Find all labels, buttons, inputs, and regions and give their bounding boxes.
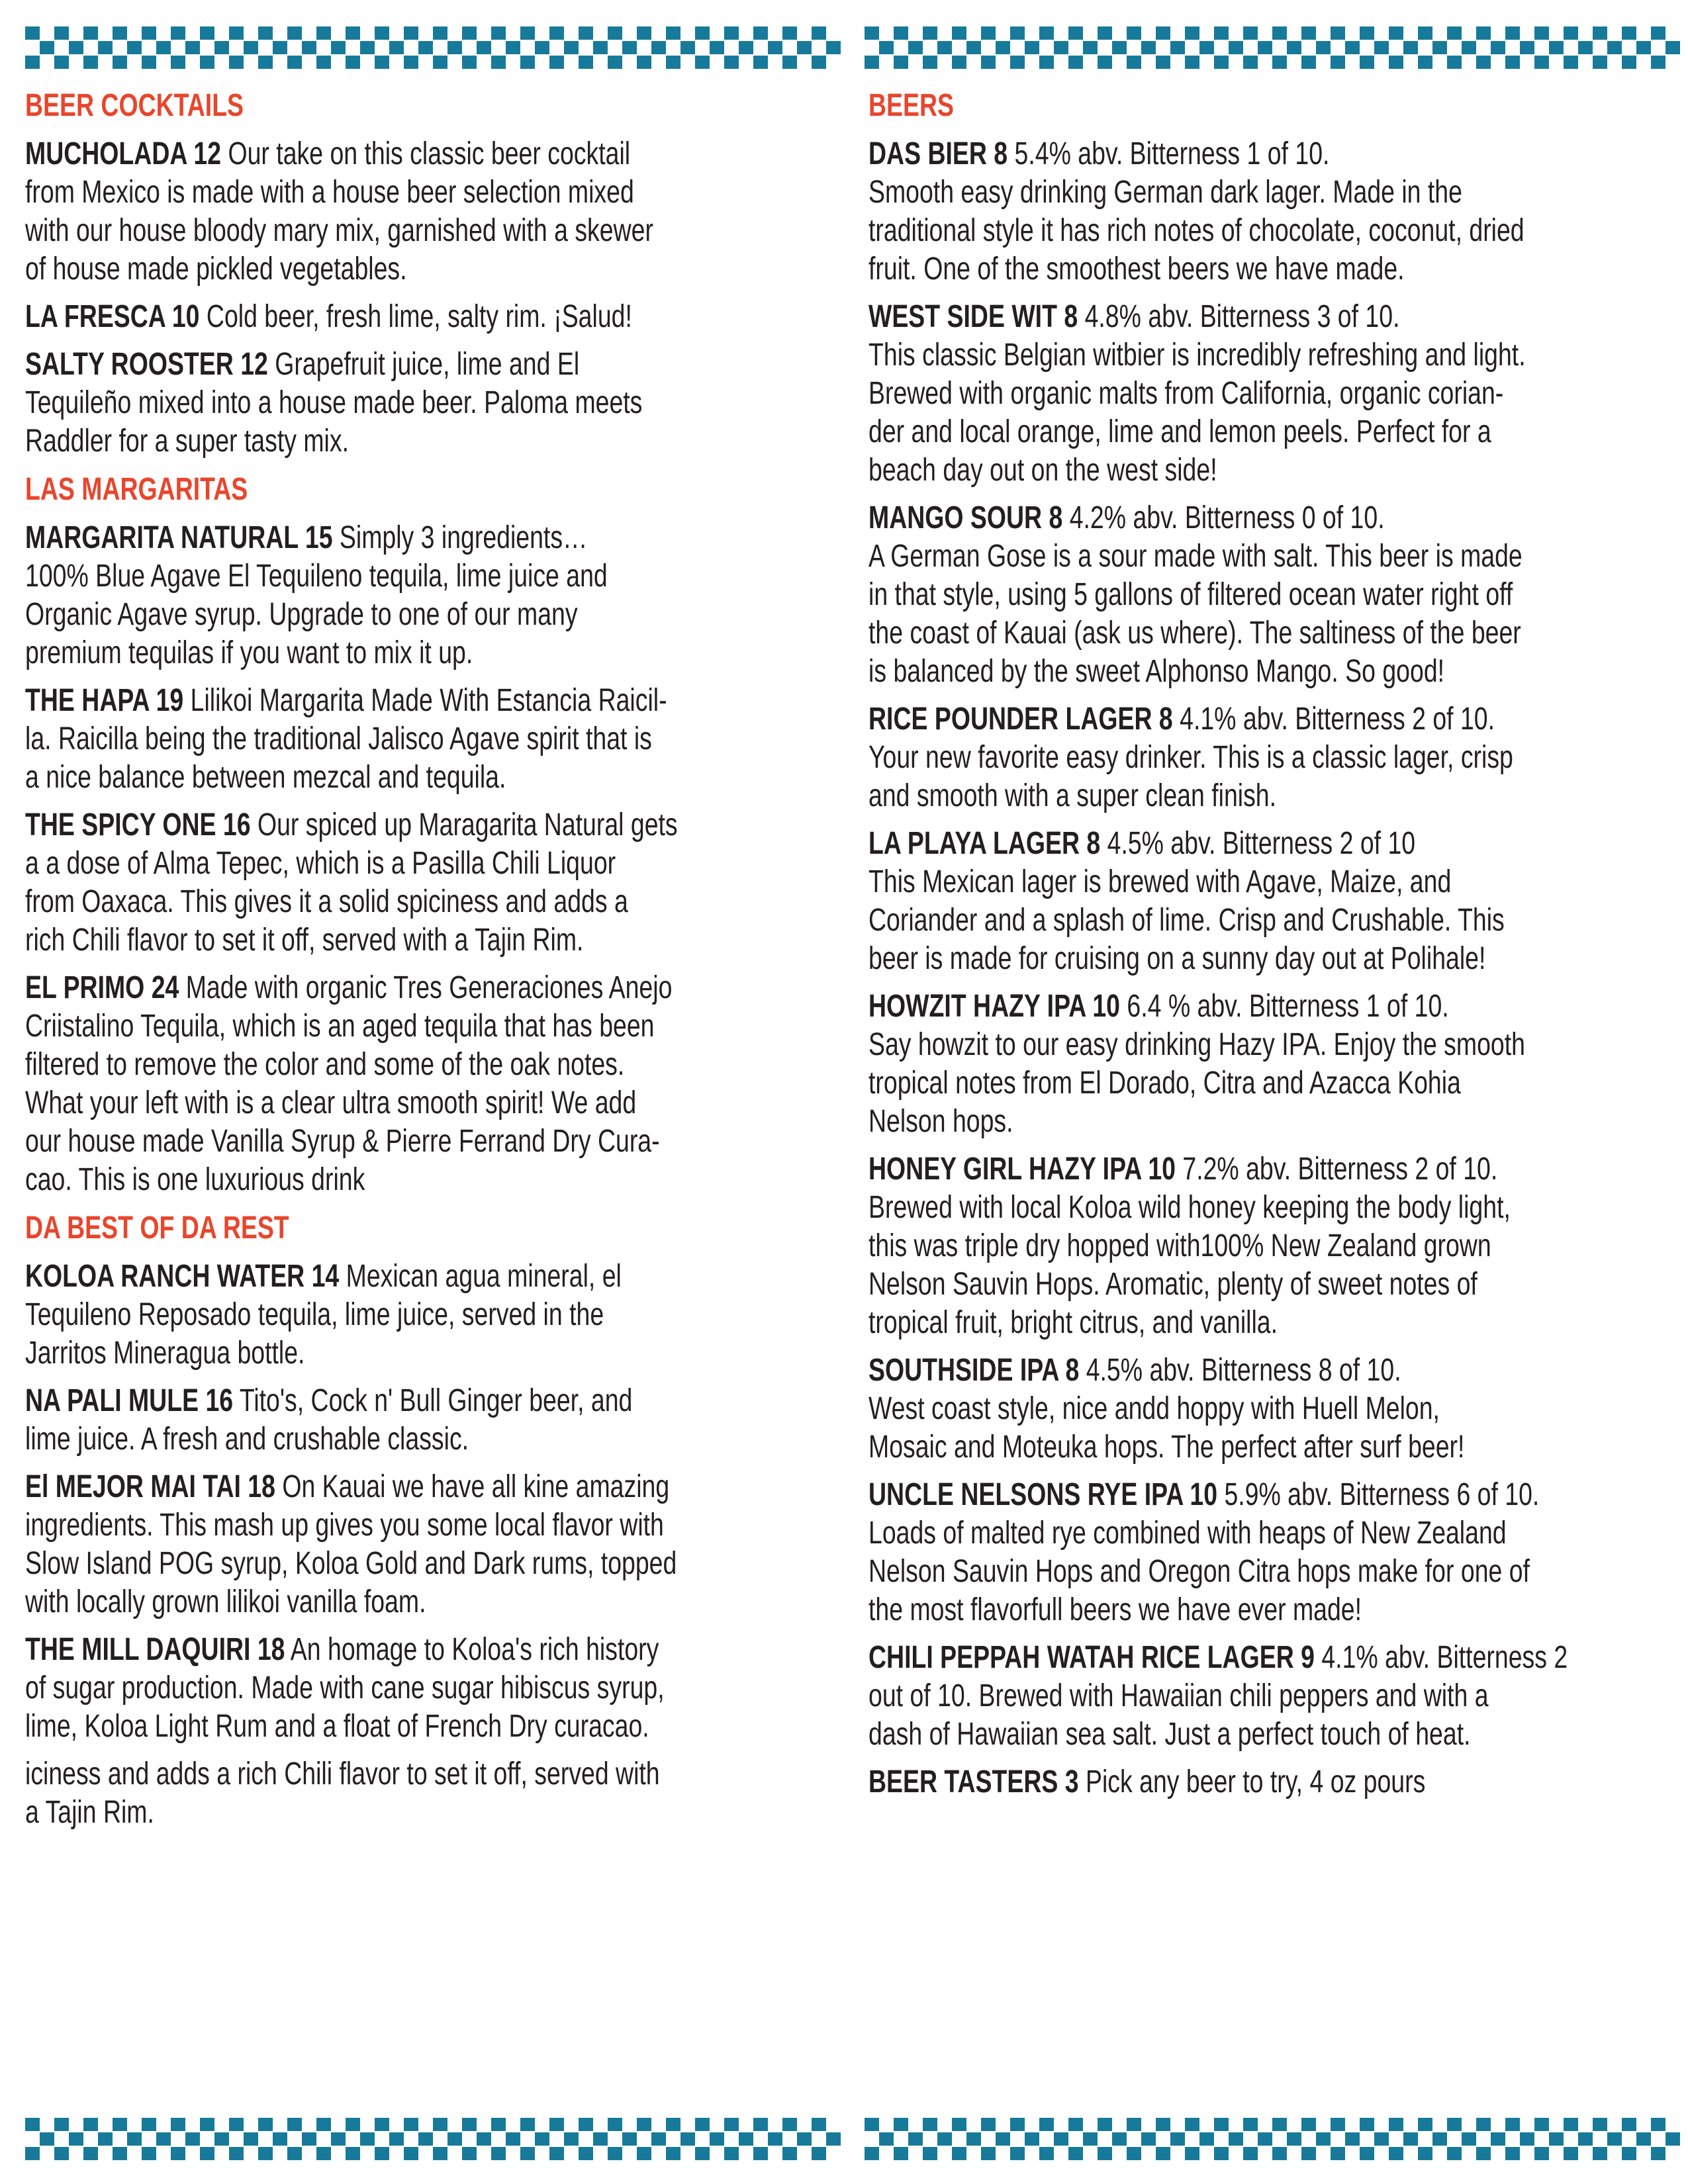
item-name-price: MARGARITA NATURAL 15 bbox=[25, 520, 333, 555]
menu-section-da-best-of-da-rest bbox=[25, 1208, 823, 1832]
item-name-price: DAS BIER 8 bbox=[868, 136, 1008, 171]
menu-item-chili-peppah-watah-rice-lager-9 bbox=[868, 1639, 1666, 1754]
menu-item-continuation bbox=[25, 1755, 823, 1832]
bottom-left-checker-border bbox=[25, 2118, 846, 2160]
item-description: 4.5% abv. Bitterness 8 of 10. West coast style, nice andd hoppy with Huell Melon, Mosaic and Moteuka hops. The perfect after surf beer! bbox=[868, 1353, 1465, 1465]
menu-item-mango-sour-8 bbox=[868, 499, 1666, 691]
item-description: Mexican agua mineral, el Tequileno Reposado tequila, lime juice, served in the Jarritos Mineragua bottle. bbox=[25, 1259, 622, 1371]
item-name-price: HOWZIT HAZY IPA 10 bbox=[868, 989, 1120, 1024]
item-description: Our take on this classic beer cocktail from Mexico is made with a house beer selection mixed with our house bloody mary mix, garnished with a skewer of house made pickled vegetables. bbox=[25, 136, 653, 287]
item-name-price: THE MILL DAQUIRI 18 bbox=[25, 1632, 285, 1667]
item-name-price: WEST SIDE WIT 8 bbox=[868, 299, 1078, 334]
item-description: Cold beer, fresh lime, salty rim. ¡Salud! bbox=[199, 299, 632, 334]
item-name-price: LA PLAYA LAGER 8 bbox=[868, 826, 1101, 861]
item-name-price: SALTY ROOSTER 12 bbox=[25, 347, 268, 382]
menu-item-el-mejor-mai-tai-18 bbox=[25, 1468, 823, 1621]
item-name-price: CHILI PEPPAH WATAH RICE LAGER 9 bbox=[868, 1640, 1315, 1675]
menu-item-das-bier-8 bbox=[868, 135, 1666, 289]
item-description: 4.8% abv. Bitterness 3 of 10. This classic Belgian witbier is incredibly refreshing and light. Brewed with organic malts from California, organic corian- der and local orange, lime and lemon peels. Perfect for a beach day out on the west side! bbox=[868, 299, 1526, 488]
item-name-price: EL PRIMO 24 bbox=[25, 970, 179, 1005]
item-description: 5.9% abv. Bitterness 6 of 10. Loads of malted rye combined with heaps of New Zealand Nelson Sauvin Hops and Oregon Citra hops make for one of the most flavorfull beers we have ever made! bbox=[868, 1477, 1540, 1627]
item-description: Simply 3 ingredients… 100% Blue Agave El Tequileno tequila, lime juice and Organic Agave syrup. Upgrade to one of our many premium tequilas if you want to mix it up. bbox=[25, 520, 608, 670]
menu-item-honey-girl-hazy-ipa-10 bbox=[868, 1150, 1666, 1342]
item-description: 4.2% abv. Bitterness 0 of 10. A German Gose is a sour made with salt. This beer is made in that style, using 5 gallons of filtered ocean water right off the coast of Kauai (ask us where). The saltiness of the beer is balanced by the sweet Alphonso Mango. So good! bbox=[868, 500, 1523, 689]
top-left-checker-border bbox=[25, 26, 846, 69]
menu-section-las-margaritas bbox=[25, 470, 823, 1199]
item-description: An homage to Koloa's rich history of sugar production. Made with cane sugar hibiscus syrup, lime, Koloa Light Rum and a float of French Dry curacao. bbox=[25, 1632, 665, 1744]
item-name-price: NA PALI MULE 16 bbox=[25, 1383, 234, 1418]
item-name-price: UNCLE NELSONS RYE IPA 10 bbox=[868, 1477, 1218, 1512]
menu-item-southside-ipa-8 bbox=[868, 1351, 1666, 1467]
item-description: 6.4 % abv. Bitterness 1 of 10. Say howzit to our easy drinking Hazy IPA. Enjoy the smooth tropical notes from El Dorado, Citra and Azacca Kohia Nelson hops. bbox=[868, 989, 1525, 1139]
item-description: Tito's, Cock n' Bull Ginger beer, and lime juice. A fresh and crushable classic. bbox=[25, 1383, 633, 1457]
item-name-price: SOUTHSIDE IPA 8 bbox=[868, 1353, 1080, 1388]
item-name-price: RICE POUNDER LAGER 8 bbox=[868, 702, 1173, 737]
menu-item-beer-tasters-3 bbox=[868, 1763, 1666, 1801]
top-right-checker-border bbox=[865, 26, 1685, 69]
menu-item-howzit-hazy-ipa-10 bbox=[868, 987, 1666, 1141]
item-name-price: El MEJOR MAI TAI 18 bbox=[25, 1469, 275, 1504]
menu-item-uncle-nelsons-rye-ipa-10 bbox=[868, 1476, 1666, 1629]
item-description: 5.4% abv. Bitterness 1 of 10. Smooth easy drinking German dark lager. Made in the traditional style it has rich notes of chocolate, coconut, dried fruit. One of the smoothest beers we have made. bbox=[868, 136, 1524, 287]
right-column bbox=[868, 86, 1666, 1811]
item-description: iciness and adds a rich Chili flavor to set it off, served with a Tajin Rim. bbox=[25, 1756, 660, 1830]
item-description: 4.5% abv. Bitterness 2 of 10 This Mexican lager is brewed with Agave, Maize, and Coriander and a splash of lime. Crisp and Crushable. This beer is made for cruising on a sunny day out at Polihale! bbox=[868, 826, 1505, 976]
item-name-price: BEER TASTERS 3 bbox=[868, 1764, 1079, 1799]
item-name-price: MANGO SOUR 8 bbox=[868, 500, 1063, 535]
menu-item-the-hapa-19 bbox=[25, 682, 823, 797]
item-description: Grapefruit juice, lime and El Tequileño mixed into a house made beer. Paloma meets Raddler for a super tasty mix. bbox=[25, 347, 643, 459]
left-column bbox=[25, 86, 823, 1841]
item-description: 7.2% abv. Bitterness 2 of 10. Brewed with local Koloa wild honey keeping the body light, this was triple dry hopped with100% New Zealand grown Nelson Sauvin Hops. Aromatic, plenty of sweet notes of tropical fruit, bright citrus, and vanilla. bbox=[868, 1152, 1511, 1340]
menu-section-beer-cocktails bbox=[25, 86, 823, 461]
item-description: Pick any beer to try, 4 oz pours bbox=[1078, 1764, 1426, 1799]
item-description: Our spiced up Maragarita Natural gets a a dose of Alma Tepec, which is a Pasilla Chili Liquor from Oaxaca. This gives it a solid spiciness and adds a rich Chili flavor to set it off, served with a Tajin Rim. bbox=[25, 807, 678, 958]
item-description: 4.1% abv. Bitterness 2 out of 10. Brewed with Hawaiian chili peppers and with a dash of Hawaiian sea salt. Just a perfect touch of heat. bbox=[868, 1640, 1568, 1752]
menu-item-rice-pounder-lager-8 bbox=[868, 700, 1666, 815]
item-description: Made with organic Tres Generaciones Anejo Criistalino Tequila, which is an aged tequila that has been filtered to remove the color and some of the oak notes. What your left with is a clear ultra smooth spirit! We add our house made Vanilla Syrup & Pierre Ferrand Dry Cura- cao. This is one luxurious drink bbox=[25, 970, 673, 1197]
menu-item-mucholada-12 bbox=[25, 135, 823, 289]
item-name-price: KOLOA RANCH WATER 14 bbox=[25, 1259, 340, 1294]
bottom-right-checker-border bbox=[865, 2118, 1685, 2160]
menu-item-la-playa-lager-8 bbox=[868, 825, 1666, 978]
menu-section-beers bbox=[868, 86, 1666, 1801]
menu-item-the-mill-daquiri-18 bbox=[25, 1631, 823, 1746]
item-description: On Kauai we have all kine amazing ingredients. This mash up gives you some local flavor with Slow Island POG syrup, Koloa Gold and Dark rums, topped with locally grown lilikoi vanilla foam. bbox=[25, 1469, 677, 1619]
menu-item-na-pali-mule-16 bbox=[25, 1382, 823, 1459]
item-name-price: HONEY GIRL HAZY IPA 10 bbox=[868, 1152, 1176, 1187]
menu-item-la-fresca-10 bbox=[25, 298, 823, 336]
item-name-price: LA FRESCA 10 bbox=[25, 299, 200, 334]
menu-item-west-side-wit-8 bbox=[868, 298, 1666, 490]
section-heading: DA BEST OF DA REST bbox=[25, 1210, 289, 1246]
section-heading: BEER COCKTAILS bbox=[25, 88, 244, 123]
menu-item-koloa-ranch-water-14 bbox=[25, 1257, 823, 1373]
item-description: Lilikoi Margarita Made With Estancia Raicil- la. Raicilla being the traditional Jalisco Agave spirit that is a nice balance between mezcal and tequila. bbox=[25, 683, 667, 795]
menu-item-margarita-natural-15 bbox=[25, 519, 823, 672]
section-heading: BEERS bbox=[868, 88, 954, 123]
menu-item-salty-rooster-12 bbox=[25, 345, 823, 461]
menu-item-el-primo-24 bbox=[25, 969, 823, 1199]
section-heading: LAS MARGARITAS bbox=[25, 472, 248, 507]
item-name-price: THE SPICY ONE 16 bbox=[25, 807, 251, 842]
item-name-price: MUCHOLADA 12 bbox=[25, 136, 222, 171]
menu-item-the-spicy-one-16 bbox=[25, 806, 823, 960]
item-description: 4.1% abv. Bitterness 2 of 10. Your new favorite easy drinker. This is a classic lager, crisp and smooth with a super clean finish. bbox=[868, 702, 1513, 813]
item-name-price: THE HAPA 19 bbox=[25, 683, 184, 718]
